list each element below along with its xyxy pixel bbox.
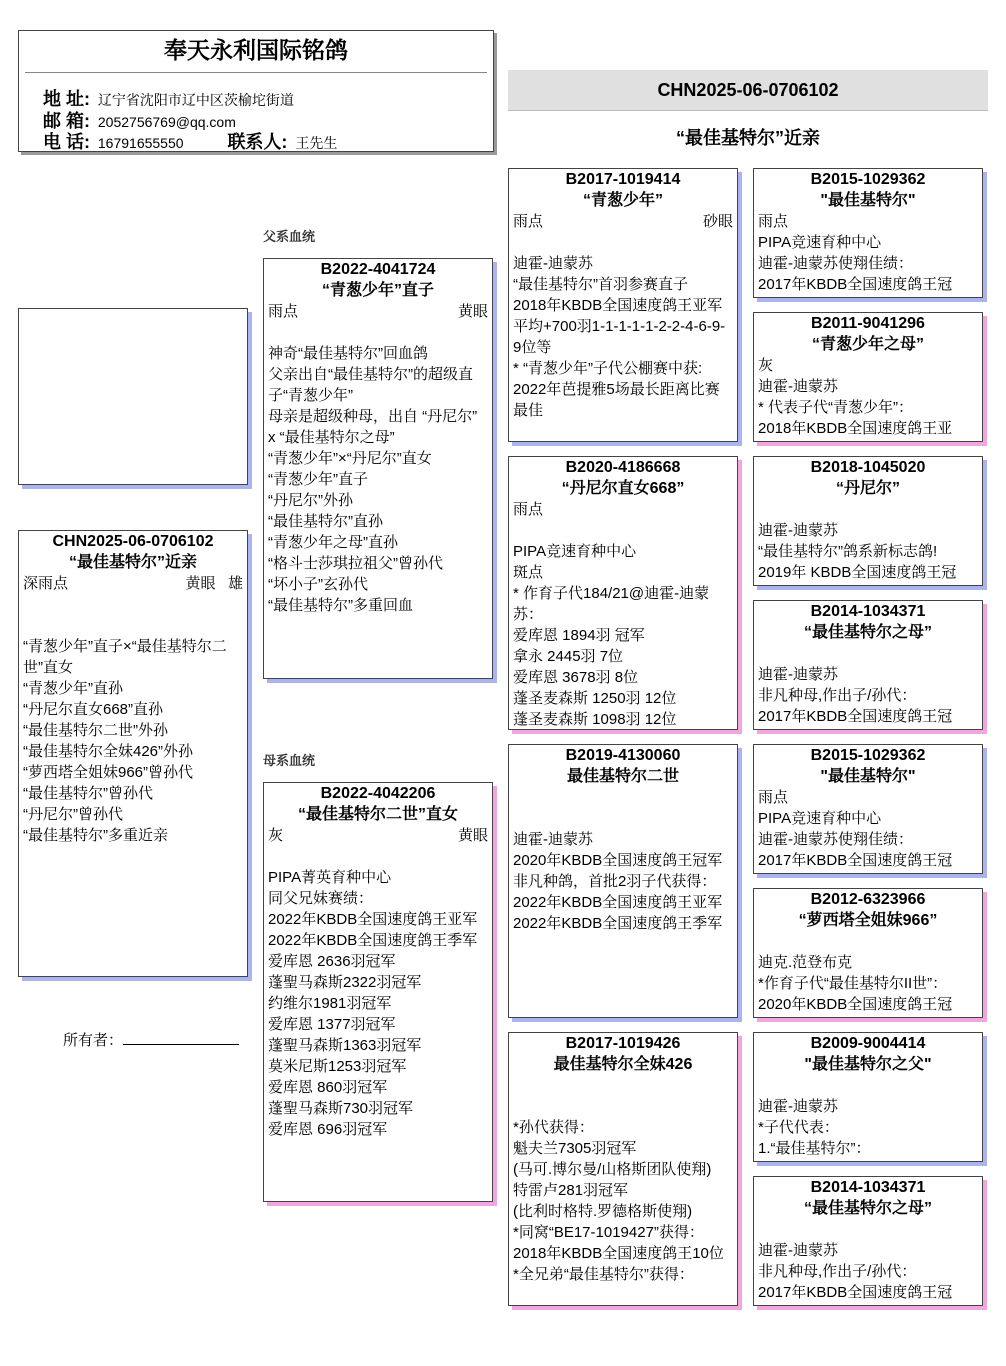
pedigree-line: 迪霍-迪蒙苏 bbox=[758, 522, 838, 539]
pedigree-line: “坏小子”玄孙代 bbox=[268, 576, 368, 593]
great-grandparent-name: “青葱少年之母” bbox=[811, 336, 924, 353]
pedigree-line: “最佳基特尔”鸽系新标志鸽! bbox=[758, 543, 938, 560]
great-grandparent-color bbox=[754, 931, 982, 952]
grandparent-card bbox=[508, 168, 738, 442]
pedigree-line: “格斗士莎琪拉祖父”曾孙代 bbox=[268, 555, 443, 572]
grandparent-eye: 砂眼 bbox=[702, 213, 733, 230]
great-grandparent-ring: B2018-1045020 bbox=[810, 459, 926, 476]
great-grandparent-ring: B2014-1034371 bbox=[810, 1179, 926, 1196]
pedigree-line: “最佳基特尔二世”外孙 bbox=[23, 722, 168, 739]
great-grandparent-ring: B2009-9004414 bbox=[810, 1035, 926, 1052]
subject-attrs bbox=[19, 573, 247, 594]
pedigree-line: 2017年KBDB全国速度鸽王冠 bbox=[758, 276, 953, 293]
photo-box bbox=[18, 308, 248, 485]
great-grandparent-lines bbox=[754, 664, 982, 727]
great-grandparent-name: "最佳基特尔" bbox=[820, 192, 916, 209]
pedigree-line bbox=[513, 232, 733, 253]
great-grandparent-card bbox=[753, 600, 983, 730]
pedigree-line bbox=[23, 615, 243, 636]
owner-label: 所有者： bbox=[63, 1032, 124, 1049]
pedigree-line: 蓬圣麦森斯 1250羽 12位 bbox=[513, 690, 677, 707]
pedigree-line: 魁夫兰7305羽冠军 bbox=[513, 1140, 637, 1157]
pedigree-line bbox=[23, 594, 243, 615]
sire-eye: 黄眼 bbox=[457, 303, 488, 320]
pedigree-line: 爱库恩 860羽冠军 bbox=[268, 1079, 388, 1096]
loft-name: 奉天永利国际铭鸽 bbox=[164, 37, 348, 63]
pedigree-line: “最佳基特尔全妹426”外孙 bbox=[23, 743, 194, 760]
subject-card bbox=[18, 530, 248, 977]
pedigree-line bbox=[513, 1096, 733, 1117]
pedigree-line: 蓬聖马森斯2322羽冠军 bbox=[268, 974, 422, 991]
pedigree-line: * “青葱少年”子代公棚赛中获: bbox=[513, 360, 703, 377]
dam-ring: B2022-4042206 bbox=[320, 785, 436, 802]
great-grandparent-name: “萝西塔全姐妹966” bbox=[798, 912, 938, 929]
great-grandparent-ring: B2012-6323966 bbox=[810, 891, 926, 908]
grandparent-attrs bbox=[509, 211, 737, 232]
pedigree-line: *作育子代“最佳基特尔II世”： bbox=[758, 975, 948, 992]
pedigree-line: 2022年KBDB全国速度鸽王亚军 bbox=[513, 894, 723, 911]
pedigree-line: 爱库恩 696羽冠军 bbox=[268, 1121, 388, 1138]
phone-label: 电 话: bbox=[43, 132, 90, 152]
pedigree-line: *子代代表： bbox=[758, 1119, 839, 1136]
great-grandparent-color: 雨点 bbox=[758, 789, 789, 806]
great-grandparent-lines bbox=[754, 1240, 982, 1303]
pedigree-line: 迪霍-迪蒙苏 bbox=[758, 1098, 838, 1115]
pedigree-line: 平均+700羽1-1-1-1-1-2-2-4-6-9-9位等 bbox=[513, 318, 726, 356]
great-grandparent-lines bbox=[754, 520, 982, 583]
grandparent-lines bbox=[509, 808, 737, 934]
pedigree-line: 莫米尼斯1253羽冠军 bbox=[268, 1058, 407, 1075]
pedigree-line: 拿永 2445羽 7位 bbox=[513, 648, 624, 665]
pedigree-line: “最佳基特尔”直孙 bbox=[268, 513, 383, 530]
great-grandparent-name: "最佳基特尔" bbox=[820, 768, 916, 785]
great-grandparent-name: “最佳基特尔之母” bbox=[803, 1200, 932, 1217]
pedigree-line: 蓬圣麦森斯 1098羽 12位 bbox=[513, 711, 677, 728]
subject-ring: CHN2025-06-0706102 bbox=[52, 533, 214, 550]
grandparent-name: 最佳基特尔二世 bbox=[566, 768, 679, 785]
pedigree-line: 神奇“最佳基特尔”回血鸽 bbox=[268, 345, 428, 362]
grandparent-lines bbox=[509, 520, 737, 730]
dam-name: “最佳基特尔二世”直女 bbox=[297, 806, 458, 823]
pedigree-line: 2022年KBDB全国速度鸽王季军 bbox=[268, 932, 478, 949]
grandparent-ring: B2020-4186668 bbox=[565, 459, 681, 476]
pedigree-line: 同父兄妹赛绩： bbox=[268, 890, 374, 907]
grandparent-lines bbox=[509, 232, 737, 421]
great-grandparent-color: 灰 bbox=[758, 357, 774, 374]
great-grandparent-card bbox=[753, 168, 983, 298]
subject-name: “最佳基特尔”近亲 bbox=[68, 554, 197, 571]
pedigree-line bbox=[513, 520, 733, 541]
pedigree-line: 蓬聖马森斯730羽冠军 bbox=[268, 1100, 414, 1117]
great-grandparent-card bbox=[753, 312, 983, 442]
pedigree-line: 非凡种鸽，首批2羽子代获得： bbox=[513, 873, 717, 890]
grandparent-ring: B2019-4130060 bbox=[565, 747, 681, 764]
pedigree-line: 非凡种母,作出子/孙代： bbox=[758, 1263, 917, 1280]
pedigree-line: “青葱少年”直子 bbox=[268, 471, 368, 488]
pedigree-line: 2018年KBDB全国速度鸽王亚军 bbox=[513, 297, 723, 314]
great-grandparent-ring: B2011-9041296 bbox=[811, 315, 925, 332]
pedigree-line: 母亲是超级种母，出自 “丹尼尔” x “最佳基特尔之母” bbox=[268, 408, 478, 446]
pedigree-line: 迪霍-迪蒙苏 bbox=[758, 666, 838, 683]
great-grandparent-card bbox=[753, 744, 983, 874]
great-grandparent-lines bbox=[754, 952, 982, 1015]
grandparent-name: “丹尼尔直女668” bbox=[561, 480, 685, 497]
grandparent-lines bbox=[509, 1096, 737, 1285]
pedigree-line: * 作育子代184/21@迪霍-迪蒙苏： bbox=[513, 585, 710, 623]
pedigree-line: “青葱少年”直孙 bbox=[23, 680, 123, 697]
dam-color: 灰 bbox=[268, 827, 284, 844]
subject-lines bbox=[19, 594, 247, 846]
pedigree-line: 蓬聖马森斯1363羽冠军 bbox=[268, 1037, 422, 1054]
pedigree-line: 爱库恩 1894羽 冠军 bbox=[513, 627, 645, 644]
grandparent-name: 最佳基特尔全妹426 bbox=[553, 1056, 693, 1073]
top-ring-bar bbox=[508, 70, 988, 111]
pedigree-line: 2022年KBDB全国速度鸽王亚军 bbox=[268, 911, 478, 928]
phone-row bbox=[43, 128, 337, 152]
pedigree-line: 迪霍-迪蒙苏使翔佳绩： bbox=[758, 831, 913, 848]
great-grandparent-color bbox=[754, 1075, 982, 1096]
pedigree-line: 迪霍-迪蒙苏 bbox=[758, 378, 838, 395]
pedigree-line: “最佳基特尔”多重回血 bbox=[268, 597, 413, 614]
pedigree-line: 2017年KBDB全国速度鸽王冠 bbox=[758, 852, 953, 869]
pedigree-line: *全兄弟“最佳基特尔”获得： bbox=[513, 1266, 694, 1283]
pedigree-line: “青葱少年”×“丹尼尔”直女 bbox=[268, 450, 432, 467]
pedigree-line: *同窝“BE17-1019427”获得： bbox=[513, 1224, 704, 1241]
top-ring: CHN2025-06-0706102 bbox=[657, 80, 839, 100]
great-grandparent-ring: B2015-1029362 bbox=[810, 747, 926, 764]
pedigree-line: PIPA菁英育种中心 bbox=[268, 869, 392, 886]
sire-lines bbox=[264, 322, 492, 616]
pedigree-line: “丹尼尔”曾孙代 bbox=[23, 806, 123, 823]
great-grandparent-lines bbox=[754, 1096, 982, 1159]
dam-eye: 黄眼 bbox=[457, 827, 488, 844]
pedigree-line: 1.“最佳基特尔”： bbox=[758, 1140, 871, 1157]
great-grandparent-name: “丹尼尔” bbox=[835, 480, 900, 497]
pedigree-line: 迪霍-迪蒙苏 bbox=[513, 255, 593, 272]
great-grandparent-lines bbox=[754, 232, 982, 295]
sire-color: 雨点 bbox=[268, 303, 299, 320]
pedigree-line: 2022年芭提雅5场最长距离比赛最佳 bbox=[513, 381, 720, 419]
sire-attrs bbox=[264, 301, 492, 322]
dam-lines bbox=[264, 846, 492, 1140]
pedigree-line bbox=[513, 808, 733, 829]
contact-value: 王先生 bbox=[295, 135, 338, 151]
phone-value: 16791655550 bbox=[97, 135, 184, 151]
pedigree-line bbox=[268, 322, 488, 343]
sire-card bbox=[263, 258, 493, 679]
pedigree-line: “青葱少年”直子×“最佳基特尔二世”直女 bbox=[23, 638, 227, 676]
great-grandparent-lines bbox=[754, 808, 982, 871]
grandparent-attrs bbox=[509, 787, 737, 808]
subject-sex: 雄 bbox=[227, 575, 243, 592]
dam-attrs bbox=[264, 825, 492, 846]
grandparent-card bbox=[508, 456, 738, 730]
great-grandparent-card bbox=[753, 888, 983, 1018]
pedigree-line: 2017年KBDB全国速度鸽王冠 bbox=[758, 1284, 953, 1301]
pedigree-line: 约维尔1981羽冠军 bbox=[268, 995, 392, 1012]
dam-card bbox=[263, 782, 493, 1202]
pedigree-line: “青葱少年之母”直孙 bbox=[268, 534, 398, 551]
top-title: “最佳基特尔”近亲 bbox=[676, 128, 820, 148]
subject-color: 深雨点 bbox=[23, 575, 69, 592]
great-grandparent-lines bbox=[754, 376, 982, 439]
pedigree-line: 爱库恩 3678羽 8位 bbox=[513, 669, 639, 686]
pedigree-line: “丹尼尔直女668”直孙 bbox=[23, 701, 164, 718]
loft-header bbox=[18, 30, 494, 152]
pedigree-line: 2022年KBDB全国速度鸽王季军 bbox=[513, 915, 723, 932]
pedigree-line: “萝西塔全姐妹966”曾孙代 bbox=[23, 764, 194, 781]
great-grandparent-ring: B2015-1029362 bbox=[810, 171, 926, 188]
pedigree-line: 2019年 KBDB全国速度鸽王冠 bbox=[758, 564, 957, 581]
email-label: 邮 箱: bbox=[43, 111, 90, 131]
email-value: 2052756769@qq.com bbox=[97, 114, 236, 130]
owner-row bbox=[63, 1029, 239, 1050]
pedigree-line: 迪霍-迪蒙苏 bbox=[758, 1242, 838, 1259]
great-grandparent-ring: B2014-1034371 bbox=[810, 603, 926, 620]
great-grandparent-name: “最佳基特尔之母” bbox=[803, 624, 932, 641]
sire-name: “青葱少年”直子 bbox=[321, 282, 434, 299]
pedigree-line: “最佳基特尔”曾孙代 bbox=[23, 785, 153, 802]
pedigree-line: 迪克.范登布克 bbox=[758, 954, 853, 971]
header-divider bbox=[25, 72, 487, 73]
contact-label: 联系人: bbox=[227, 132, 288, 152]
great-grandparent-color bbox=[754, 643, 982, 664]
subject-eye: 黄眼 bbox=[185, 575, 216, 592]
sire-section-label: 父系血统 bbox=[263, 229, 316, 244]
pedigree-line: * 代表子代“青葱少年”： bbox=[758, 399, 913, 416]
address-label: 地 址: bbox=[43, 89, 90, 109]
pedigree-line: 迪霍-迪蒙苏使翔佳绩： bbox=[758, 255, 913, 272]
pedigree-line: 爱库恩 2636羽冠军 bbox=[268, 953, 396, 970]
sire-ring: B2022-4041724 bbox=[320, 261, 436, 278]
great-grandparent-card bbox=[753, 1176, 983, 1306]
pedigree-line: “丹尼尔”外孙 bbox=[268, 492, 353, 509]
great-grandparent-card bbox=[753, 1032, 983, 1162]
pedigree-line: 2018年KBDB全国速度鸽王亚 bbox=[758, 420, 953, 437]
pedigree-line: 斑点 bbox=[513, 564, 544, 581]
great-grandparent-color bbox=[754, 499, 982, 520]
grandparent-name: “青葱少年” bbox=[582, 192, 663, 209]
pedigree-line: 迪霍-迪蒙苏 bbox=[513, 831, 593, 848]
pedigree-line: 2020年KBDB全国速度鸽王冠军 bbox=[513, 852, 723, 869]
address-value: 辽宁省沈阳市辽中区茨榆坨街道 bbox=[97, 92, 294, 108]
grandparent-card bbox=[508, 1032, 738, 1306]
dam-section-label: 母系血统 bbox=[263, 753, 316, 768]
grandparent-attrs bbox=[509, 499, 737, 520]
pedigree-line: *孙代获得： bbox=[513, 1119, 594, 1136]
pedigree-line: 非凡种母,作出子/孙代： bbox=[758, 687, 917, 704]
great-grandparent-name: "最佳基特尔之父" bbox=[804, 1056, 932, 1073]
pedigree-line: 2017年KBDB全国速度鸽王冠 bbox=[758, 708, 953, 725]
pedigree-line: 爱库恩 1377羽冠军 bbox=[268, 1016, 396, 1033]
pedigree-line: 特雷卢281羽冠军 bbox=[513, 1182, 629, 1199]
great-grandparent-color bbox=[754, 1219, 982, 1240]
pedigree-line: 2018年KBDB全国速度鸽王10位 bbox=[513, 1245, 724, 1262]
grandparent-color: 雨点 bbox=[513, 213, 544, 230]
owner-signature-line bbox=[123, 1032, 239, 1045]
great-grandparent-color: 雨点 bbox=[758, 213, 789, 230]
grandparent-color: 雨点 bbox=[513, 501, 544, 518]
pedigree-line: “最佳基特尔”首羽参赛直子 bbox=[513, 276, 688, 293]
grandparent-card bbox=[508, 744, 738, 1018]
pedigree-line: PIPA竞速育种中心 bbox=[513, 543, 637, 560]
pedigree-line: (比利时格特.罗德格斯使翔) bbox=[513, 1203, 693, 1220]
pedigree-line: 2020年KBDB全国速度鸽王冠 bbox=[758, 996, 953, 1013]
pedigree-line: “最佳基特尔”多重近亲 bbox=[23, 827, 168, 844]
great-grandparent-card bbox=[753, 456, 983, 586]
grandparent-attrs bbox=[509, 1075, 737, 1096]
pedigree-line: 父亲出自“最佳基特尔”的超级直子“青葱少年” bbox=[268, 366, 473, 404]
grandparent-ring: B2017-1019426 bbox=[565, 1035, 681, 1052]
grandparent-ring: B2017-1019414 bbox=[565, 171, 681, 188]
pedigree-line: PIPA竞速育种中心 bbox=[758, 234, 882, 251]
pedigree-line: (马可.博尔曼/山格斯团队使翔) bbox=[513, 1161, 712, 1178]
pedigree-line bbox=[268, 846, 488, 867]
pedigree-line: PIPA竞速育种中心 bbox=[758, 810, 882, 827]
